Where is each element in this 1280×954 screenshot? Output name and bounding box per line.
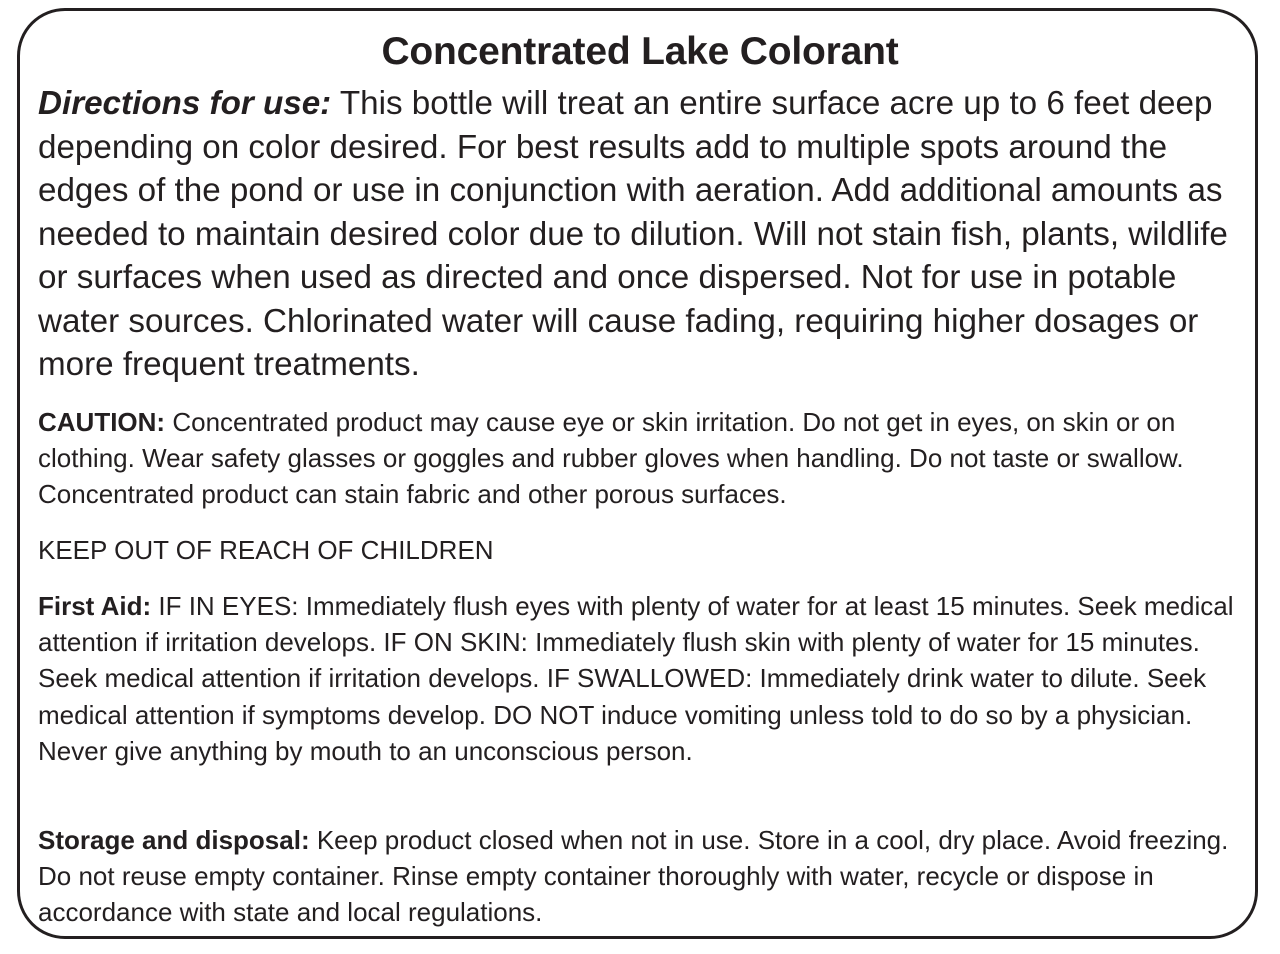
caution-text: Concentrated product may cause eye or skin irritation. Do not get in eyes, on skin or on clothing. Wear safety glasses or goggles and rubber gloves when handling. Do not taste or swallow. Concentrated product can stain fabric and other porous surfaces. [38, 407, 1184, 510]
caution-heading: CAUTION: [38, 407, 166, 437]
storage-section [38, 822, 1253, 931]
caution-section [38, 404, 1253, 513]
first-aid-heading: First Aid: [38, 591, 152, 621]
storage-heading: Storage and disposal: [38, 825, 310, 855]
first-aid-text: IF IN EYES: Immediately flush eyes with plenty of water for at least 15 minutes. Seek medical attention if irritation develops. IF ON SKIN: Immediately flush skin with plenty of water for 15 minutes. Seek medical attention if irritation develops. IF SWALLOWED: Immediately drink water to dilute. Seek medical attention if symptoms develop. DO NOT induce vomiting unless told to do so by a physician. Never give anything by mouth to an unconscious person. [38, 591, 1234, 766]
keep-out-warning: KEEP OUT OF REACH OF CHILDREN [38, 535, 494, 565]
directions-heading: Directions for use: [38, 85, 332, 122]
directions-section [38, 82, 1256, 387]
first-aid-section [38, 588, 1253, 769]
storage-text: Keep product closed when not in use. Store in a cool, dry place. Avoid freezing. Do not reuse empty container. Rinse empty container thoroughly with water, recycle or dispose in accordance with state and local regulations. [38, 825, 1229, 928]
label-title: Concentrated Lake Colorant [381, 30, 899, 73]
directions-text: This bottle will treat an entire surface acre up to 6 feet deep depending on color desired. For best results add to multiple spots around the edges of the pond or use in conjunction with aeration. Add additional amounts as needed to maintain desired color due to dilution. Will not stain fish, plants, wildlife or surfaces when used as directed and once dispersed. Not for use in potable water sources. Chlorinated water will cause fading, requiring higher dosages or more frequent treatments. [38, 85, 1228, 383]
